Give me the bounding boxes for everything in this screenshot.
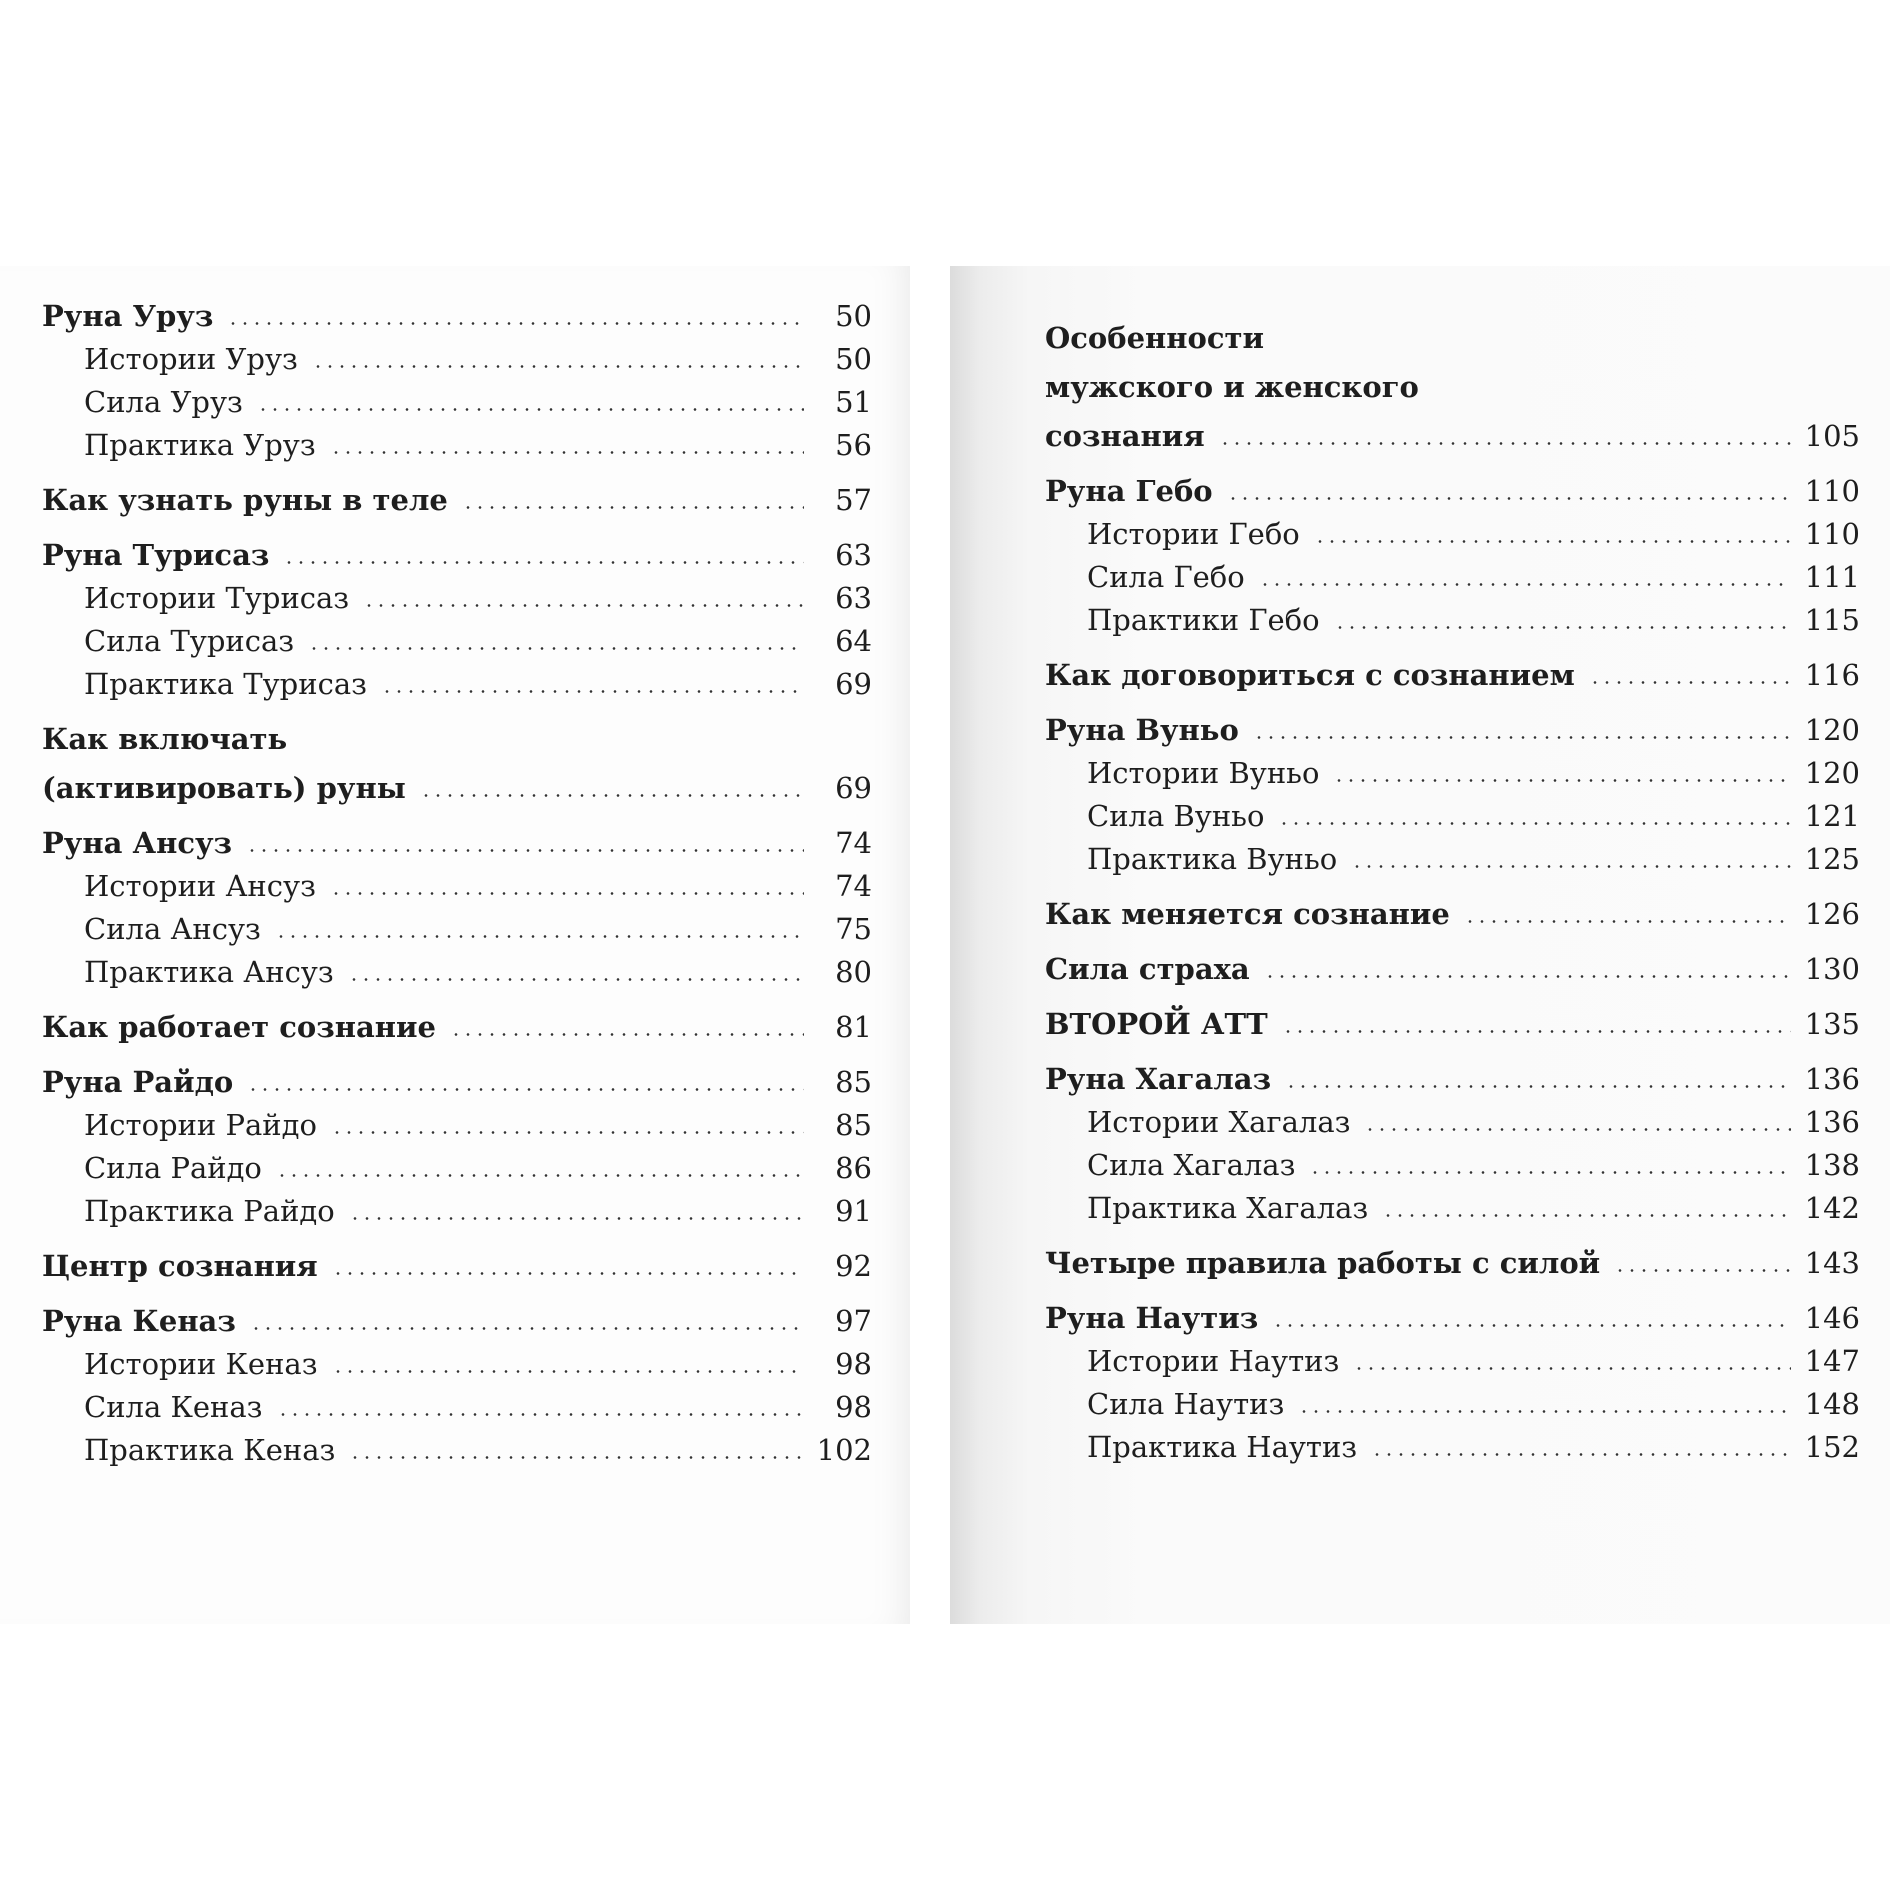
toc-entry: [42, 417, 872, 460]
toc-entry-title: Руна Хагалаз: [1045, 1062, 1272, 1096]
toc-entry-title: Истории Ансуз: [84, 869, 316, 903]
toc-page-number: 92: [835, 1249, 872, 1283]
dot-leader: [1382, 1214, 1790, 1217]
toc-entry-title: Истории Уруз: [84, 342, 298, 376]
toc-entry-title: Сила Турисаз: [84, 624, 295, 658]
toc-page-number: 147: [1804, 1344, 1860, 1378]
dot-leader: [420, 794, 804, 797]
toc-entry-title: Истории Вуньо: [1087, 756, 1320, 790]
dot-leader: [1371, 1453, 1791, 1456]
toc-entry: [42, 858, 872, 901]
toc-page-number: 143: [1804, 1246, 1860, 1280]
toc-page-number: 91: [835, 1194, 872, 1228]
dot-leader: [1278, 822, 1790, 825]
toc-entry: [42, 299, 872, 333]
toc-entry-title: Практика Вуньо: [1087, 842, 1338, 876]
toc-entry-title: мужского и женского: [1045, 370, 1419, 404]
toc-list-left: [42, 299, 872, 1467]
dot-leader: [1253, 736, 1791, 739]
toc-entry: [42, 766, 872, 803]
dot-leader: [450, 1033, 804, 1036]
toc-entry: [1045, 1333, 1860, 1376]
toc-entry-title: Руна Уруз: [42, 299, 214, 333]
toc-entry: [42, 711, 872, 754]
toc-page-number: 142: [1804, 1191, 1860, 1225]
toc-page-number: 97: [835, 1304, 872, 1338]
toc-page-number: 148: [1804, 1387, 1860, 1421]
toc-entry: [1045, 1180, 1860, 1223]
dot-leader: [1285, 1085, 1791, 1088]
toc-page-number: 69: [835, 771, 872, 805]
dot-leader: [1298, 1410, 1790, 1413]
toc-entry-title: Руна Гебо: [1045, 474, 1213, 508]
toc-entry: [1045, 941, 1860, 984]
toc-page-number: 138: [1804, 1148, 1860, 1182]
toc-entry-title: Практика Уруз: [84, 428, 316, 462]
toc-page-number: 146: [1804, 1301, 1860, 1335]
toc-entry: [1045, 463, 1860, 506]
dot-leader: [332, 1370, 804, 1373]
dot-leader: [330, 892, 804, 895]
toc-entry-title: Сила Ансуз: [84, 912, 261, 946]
toc-entry-title: Сила Кеназ: [84, 1390, 263, 1424]
toc-page-number: 135: [1804, 1007, 1860, 1041]
toc-entry-title: Сила Райдо: [84, 1151, 262, 1185]
toc-page-number: 85: [835, 1065, 872, 1099]
toc-entry: [1045, 1376, 1860, 1419]
toc-page-number: 115: [1804, 603, 1860, 637]
toc-entry: [42, 1379, 872, 1422]
toc-entry-title: Руна Турисаз: [42, 538, 270, 572]
toc-entry-title: Как узнать руны в теле: [42, 483, 448, 517]
dot-leader: [1589, 681, 1791, 684]
toc-entry: [1045, 702, 1860, 745]
toc-entry-title: Практика Хагалаз: [1087, 1191, 1369, 1225]
toc-page-number: 85: [835, 1108, 872, 1142]
toc-entry-title: Руна Райдо: [42, 1065, 234, 1099]
toc-entry-title: Истории Гебо: [1087, 517, 1300, 551]
dot-leader: [250, 1327, 804, 1330]
toc-entry-title: Как работает сознание: [42, 1010, 436, 1044]
toc-page-number: 69: [835, 667, 872, 701]
toc-page-number: 57: [835, 483, 872, 517]
dot-leader: [1364, 1128, 1790, 1131]
dot-leader: [275, 935, 804, 938]
toc-page-number: 63: [835, 538, 872, 572]
dot-leader: [276, 1174, 804, 1177]
toc-page-number: 102: [816, 1433, 872, 1467]
toc-entry: [42, 656, 872, 699]
toc-page-number: 98: [835, 1347, 872, 1381]
toc-page-number: 80: [835, 955, 872, 989]
dot-leader: [332, 1272, 804, 1275]
toc-entry: [42, 331, 872, 374]
toc-entry: [1045, 745, 1860, 788]
toc-entry-title: Четыре правила работы с силой: [1045, 1246, 1601, 1280]
toc-entry: [1045, 592, 1860, 635]
toc-page-number: 110: [1804, 517, 1860, 551]
toc-entry: [1045, 1419, 1860, 1462]
toc-entry-title: Практика Райдо: [84, 1194, 335, 1228]
dot-leader: [1464, 920, 1791, 923]
dot-leader: [1264, 975, 1791, 978]
toc-entry: [1045, 886, 1860, 929]
toc-entry-title: Как меняется сознание: [1045, 897, 1450, 931]
toc-entry-title: Практика Ансуз: [84, 955, 334, 989]
toc-page-number: 136: [1804, 1062, 1860, 1096]
toc-entry-title: Истории Турисаз: [84, 581, 350, 615]
toc-page-number: 121: [1804, 799, 1860, 833]
dot-leader: [257, 408, 804, 411]
dot-leader: [1272, 1324, 1790, 1327]
toc-entry-title: Сила Наутиз: [1087, 1387, 1285, 1421]
toc-entry-title: Сила Гебо: [1087, 560, 1245, 594]
toc-entry-title: Истории Райдо: [84, 1108, 317, 1142]
toc-page-number: 110: [1804, 474, 1860, 508]
dot-leader: [246, 849, 804, 852]
toc-page-number: 64: [835, 624, 872, 658]
toc-page-number: 51: [835, 385, 872, 419]
toc-entry-title: Практика Наутиз: [1087, 1430, 1358, 1464]
toc-entry: [1045, 414, 1860, 451]
toc-entry: [1045, 321, 1860, 355]
dot-leader: [247, 1088, 804, 1091]
toc-entry-title: Как включать: [42, 722, 288, 756]
toc-entry: [42, 1336, 872, 1379]
toc-entry: [42, 613, 872, 656]
toc-entry-title: Руна Кеназ: [42, 1304, 236, 1338]
dot-leader: [308, 647, 804, 650]
toc-entry: [42, 901, 872, 944]
dot-leader: [1333, 779, 1790, 782]
toc-entry: [42, 1054, 872, 1097]
toc-page-number: 152: [1804, 1430, 1860, 1464]
toc-page-number: 75: [835, 912, 872, 946]
dot-leader: [381, 690, 804, 693]
dot-leader: [1614, 1269, 1790, 1272]
dot-leader: [1353, 1367, 1790, 1370]
toc-entry: [1045, 831, 1860, 874]
toc-entry-title: Истории Кеназ: [84, 1347, 318, 1381]
toc-page-number: 120: [1804, 756, 1860, 790]
toc-entry: [42, 1238, 872, 1281]
toc-entry: [1045, 996, 1860, 1039]
toc-page-number: 125: [1804, 842, 1860, 876]
dot-leader: [349, 1456, 802, 1459]
toc-page-number: 74: [835, 826, 872, 860]
toc-entry-title: Руна Наутиз: [1045, 1301, 1259, 1335]
dot-leader: [1282, 1030, 1791, 1033]
toc-entry: [1045, 788, 1860, 831]
toc-entry: [42, 1140, 872, 1183]
toc-entry: [42, 1422, 872, 1465]
toc-entry-title: Практики Гебо: [1087, 603, 1320, 637]
dot-leader: [283, 561, 804, 564]
toc-entry: [1045, 1235, 1860, 1278]
toc-page-number: 105: [1804, 419, 1860, 453]
toc-entry: [1045, 365, 1860, 402]
dot-leader: [1259, 583, 1791, 586]
toc-entry: [1045, 1137, 1860, 1180]
toc-entry-title: Истории Хагалаз: [1087, 1105, 1351, 1139]
toc-entry: [1045, 506, 1860, 549]
dot-leader: [1309, 1171, 1790, 1174]
toc-page-number: 136: [1804, 1105, 1860, 1139]
toc-entry-title: сознания: [1045, 419, 1205, 453]
toc-entry-title: Сила страха: [1045, 952, 1250, 986]
toc-entry: [42, 527, 872, 570]
toc-page-number: 116: [1804, 658, 1860, 692]
toc-page-number: 111: [1804, 560, 1860, 594]
dot-leader: [462, 506, 804, 509]
dot-leader: [348, 978, 804, 981]
toc-entry: [1045, 1051, 1860, 1094]
toc-entry: [1045, 549, 1860, 592]
toc-entry: [42, 1293, 872, 1336]
toc-entry-title: Практика Кеназ: [84, 1433, 336, 1467]
toc-entry: [42, 1097, 872, 1140]
toc-page-number: 120: [1804, 713, 1860, 747]
dot-leader: [1351, 865, 1790, 868]
toc-entry-title: Сила Уруз: [84, 385, 243, 419]
toc-page-number: 98: [835, 1390, 872, 1424]
toc-page-number: 50: [835, 299, 872, 333]
toc-page-number: 63: [835, 581, 872, 615]
toc-entry-title: Центр сознания: [42, 1249, 318, 1283]
left-page: [0, 266, 910, 1624]
toc-entry-title: (активировать) руны: [42, 771, 406, 805]
toc-page-number: 130: [1804, 952, 1860, 986]
dot-leader: [330, 451, 804, 454]
dot-leader: [1314, 540, 1791, 543]
toc-entry: [1045, 1290, 1860, 1333]
toc-page-number: 56: [835, 428, 872, 462]
toc-entry-title: Руна Вуньо: [1045, 713, 1239, 747]
toc-entry-title: Как договориться с сознанием: [1045, 658, 1575, 692]
toc-entry: [1045, 647, 1860, 690]
toc-page-number: 81: [835, 1010, 872, 1044]
toc-page-number: 86: [835, 1151, 872, 1185]
toc-page-number: 50: [835, 342, 872, 376]
dot-leader: [1219, 442, 1791, 445]
toc-entry-title: Сила Вуньо: [1087, 799, 1265, 833]
dot-leader: [331, 1131, 804, 1134]
toc-entry-title: Особенности: [1045, 321, 1264, 355]
toc-entry-title: Практика Турисаз: [84, 667, 367, 701]
toc-entry: [42, 570, 872, 613]
dot-leader: [1227, 497, 1791, 500]
toc-entry: [1045, 1094, 1860, 1137]
right-page: [950, 266, 1890, 1624]
toc-page-number: 126: [1804, 897, 1860, 931]
dot-leader: [363, 604, 804, 607]
dot-leader: [227, 322, 804, 325]
toc-entry: [42, 472, 872, 515]
toc-entry: [42, 815, 872, 858]
toc-entry: [42, 1183, 872, 1226]
toc-entry: [42, 374, 872, 417]
toc-entry-title: Руна Ансуз: [42, 826, 233, 860]
dot-leader: [1334, 626, 1791, 629]
toc-entry: [42, 944, 872, 987]
toc-entry: [42, 999, 872, 1042]
toc-entry-title: Истории Наутиз: [1087, 1344, 1340, 1378]
toc-entry-title: ВТОРОЙ АТТ: [1045, 1007, 1268, 1041]
dot-leader: [312, 365, 804, 368]
dot-leader: [349, 1217, 804, 1220]
toc-list-right: [1045, 321, 1860, 1464]
toc-entry-title: Сила Хагалаз: [1087, 1148, 1296, 1182]
dot-leader: [277, 1413, 805, 1416]
toc-page-number: 74: [835, 869, 872, 903]
